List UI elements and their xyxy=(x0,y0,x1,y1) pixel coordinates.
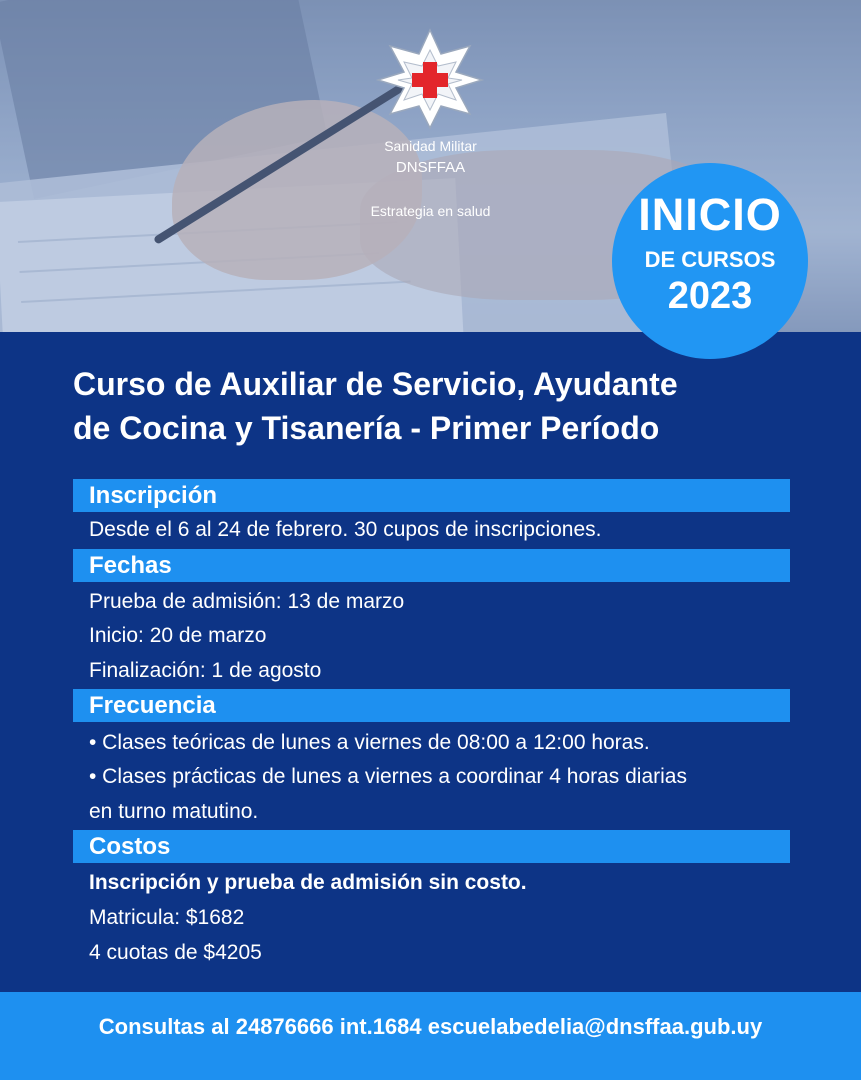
badge-line-2: DE CURSOS xyxy=(644,247,776,272)
fechas-line: Finalización: 1 de agosto xyxy=(89,659,322,682)
org-code: DNSFFAA xyxy=(395,159,466,176)
org-name: Sanidad Militar xyxy=(384,138,477,154)
course-title-line-2: de Cocina y Tisanería - Primer Período xyxy=(73,410,660,446)
course-title xyxy=(73,362,813,450)
course-title-line-1: Curso de Auxiliar de Servicio, Ayudante xyxy=(73,366,678,402)
tagline: Estrategia en salud xyxy=(370,203,491,219)
costos-line: 4 cuotas de $4205 xyxy=(89,941,262,964)
section-title-costos: Costos xyxy=(89,833,171,860)
contact-info: Consultas al 24876666 int.1684 escuelabedelia@dnsffaa.gub.uy xyxy=(98,1014,763,1039)
section-title-frecuencia: Frecuencia xyxy=(89,692,216,719)
costos-line: Inscripción y prueba de admisión sin costo. xyxy=(89,871,527,894)
section-title-inscripcion: Inscripción xyxy=(89,482,218,509)
sanidad-militar-logo-icon xyxy=(376,28,484,130)
inscripcion-line: Desde el 6 al 24 de febrero. 30 cupos de inscripciones. xyxy=(89,518,602,541)
costos-line: Matricula: $1682 xyxy=(89,906,245,929)
inicio-cursos-badge xyxy=(612,163,808,359)
badge-line-3: 2023 xyxy=(667,275,753,317)
frecuencia-line: • Clases teóricas de lunes a viernes de 08:00 a 12:00 horas. xyxy=(89,731,650,754)
fechas-line: Inicio: 20 de marzo xyxy=(89,624,267,647)
section-bar-costos xyxy=(73,830,790,863)
badge-line-1: INICIO xyxy=(638,189,782,240)
frecuencia-line: • Clases prácticas de lunes a viernes a coordinar 4 horas diarias xyxy=(89,765,687,788)
section-title-fechas: Fechas xyxy=(89,552,172,579)
frecuencia-line: en turno matutino. xyxy=(89,800,259,823)
fechas-line: Prueba de admisión: 13 de marzo xyxy=(89,590,405,613)
section-bar-fechas xyxy=(73,549,790,582)
